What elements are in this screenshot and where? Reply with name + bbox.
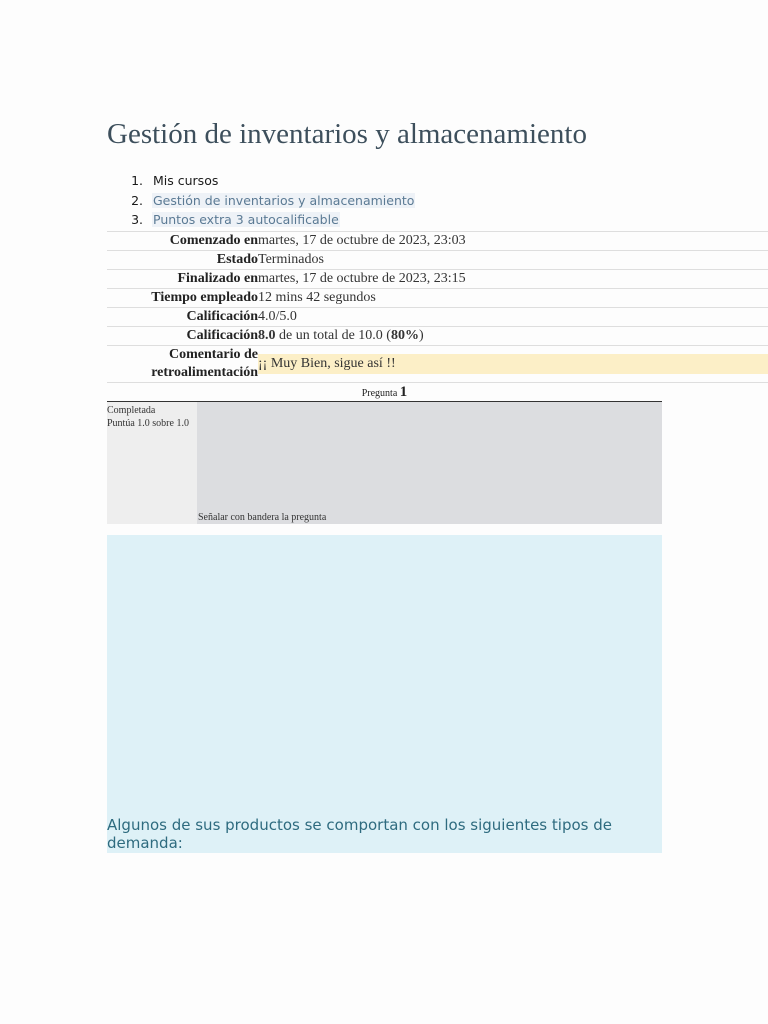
finished-value: martes, 17 de octubre de 2023, 23:15 [258,271,466,286]
question-grade: Puntúa 1.0 sobre 1.0 [107,418,189,429]
breadcrumb-number: 3. [131,212,143,227]
attempt-summary-table [107,231,768,383]
marks-label: Calificación [186,309,258,324]
breadcrumb-link-mis-cursos[interactable]: Mis cursos [153,173,219,188]
question-content-panel [107,535,662,853]
summary-row-finished [107,269,768,288]
feedback-value: ¡¡ Muy Bien, sigue así !! [258,354,768,374]
breadcrumb [107,171,415,230]
summary-row-state [107,250,768,269]
summary-row-grade [107,326,768,345]
question-text: Algunos de sus productos se comportan con los siguientes tipos de demanda: [107,816,612,852]
started-value: martes, 17 de octubre de 2023, 23:03 [258,233,466,248]
state-label: Estado [216,252,258,267]
flag-question-link[interactable]: Señalar con bandera la pregunta [198,512,327,523]
breadcrumb-item-mis-cursos [107,171,415,191]
marks-value: 4.0/5.0 [258,309,297,324]
page-title: Gestión de inventarios y almacenamiento [107,118,587,150]
summary-row-started [107,231,768,250]
question-heading [107,383,662,402]
breadcrumb-link-course[interactable]: Gestión de inventarios y almacenamiento [153,192,415,208]
question-heading-prefix: Pregunta [361,388,398,399]
feedback-label-line1: Comentario de [168,347,258,362]
summary-row-marks [107,307,768,326]
breadcrumb-number: 2. [131,192,143,208]
feedback-label-line2: retroalimentación [151,365,258,380]
grade-value [258,327,768,345]
time-label: Tiempo empleado [151,290,258,305]
grade-total-text: de un total de 10.0 ( [275,328,391,343]
breadcrumb-number: 1. [131,173,143,188]
breadcrumb-link-quiz[interactable]: Puntos extra 3 autocalificable [153,212,339,227]
grade-close-paren: ) [418,328,424,343]
summary-row-time [107,288,768,307]
summary-row-feedback [107,345,768,383]
question-number: 1 [399,384,408,400]
breadcrumb-item-quiz [107,210,415,230]
grade-percent: 80% [390,328,419,343]
grade-score: 8.0 [258,328,276,343]
started-label: Comenzado en [169,233,258,248]
breadcrumb-item-course [107,191,415,211]
grade-label: Calificación [186,328,258,343]
time-value: 12 mins 42 segundos [258,290,376,305]
feedback-label [107,346,258,382]
finished-label: Finalizado en [177,271,258,286]
state-value: Terminados [258,252,324,267]
question-state: Completada [107,405,156,416]
question-info-panel [107,402,662,524]
